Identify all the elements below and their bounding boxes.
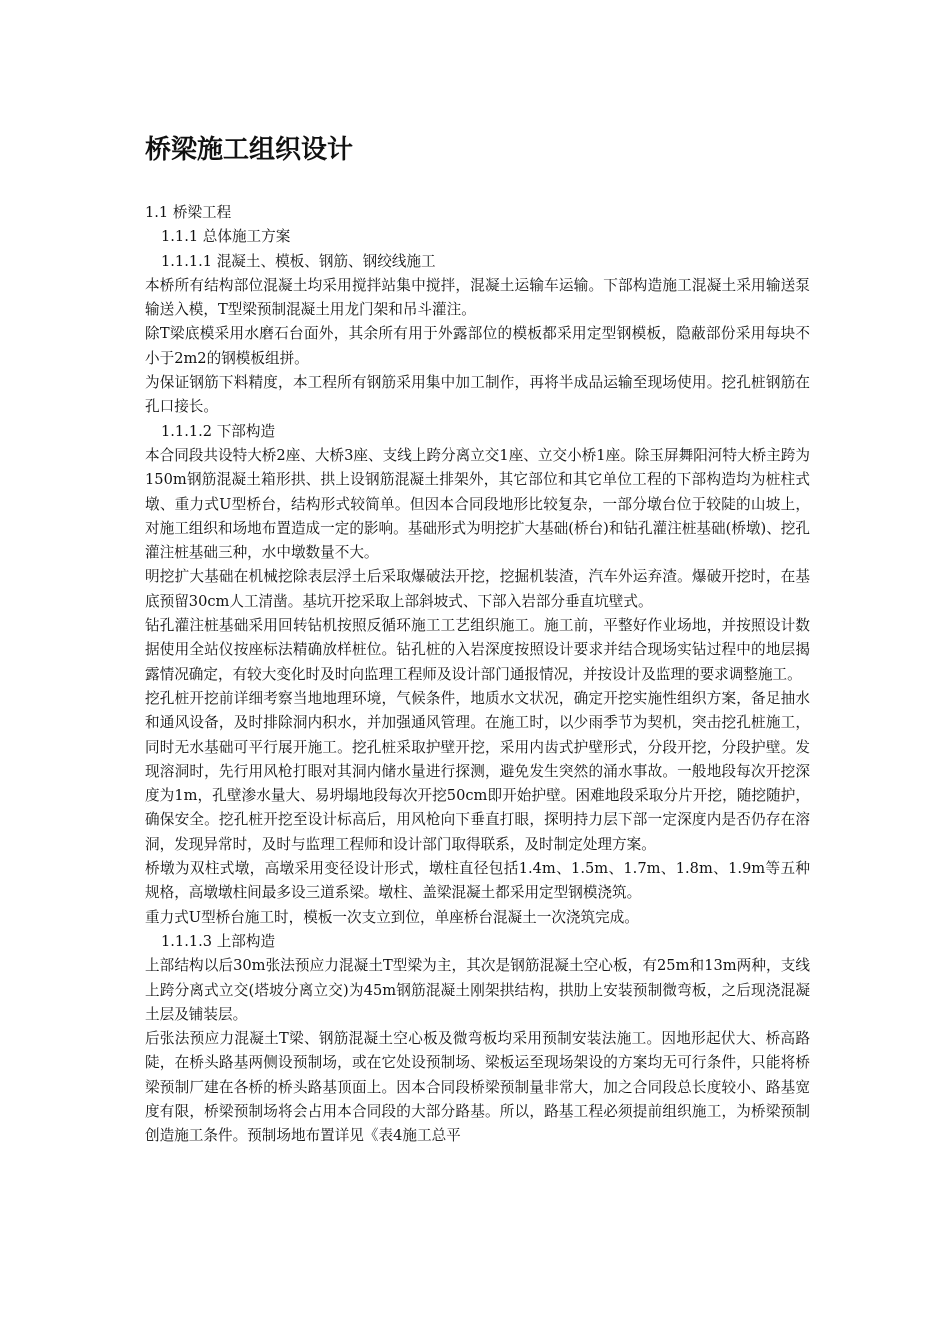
- paragraph: 本合同段共设特大桥2座、大桥3座、支线上跨分离立交1座、立交小桥1座。除玉屏舞阳河特大桥主跨为150m钢筋混凝土箱形拱、拱上设钢筋混凝土排架外，其它部位和其它单位工程的下部构造均为桩柱式墩、重力式U型桥台，结构形式较简单。但因本合同段地形比较复杂，一部分墩台位于较陡的山坡上，对施工组织和场地布置造成一定的影响。基础形式为明挖扩大基础(桥台)和钻孔灌注桩基础(桥墩)、挖孔灌注桩基础三种，水中墩数量不大。: [145, 446, 810, 562]
- paragraph: 后张法预应力混凝土T梁、钢筋混凝土空心板及微弯板均采用预制安装法施工。因地形起伏大、桥高路陡，在桥头路基两侧设预制场，或在它处设预制场、梁板运至现场架设的方案均无可行条件，只能将桥梁预制厂建在各桥的桥头路基顶面上。因本合同段桥梁预制量非常大，加之合同段总长度较小、路基宽度有限，桥梁预制场将会占用本合同段的大部分路基。所以，路基工程必须提前组织施工，为桥梁预制创造施工条件。预制场地布置详见《表4施工总平: [145, 1030, 810, 1145]
- paragraph: 重力式U型桥台施工时，模板一次支立到位，单座桥台混凝土一次浇筑完成。: [145, 908, 639, 926]
- paragraph: 挖孔桩开挖前详细考察当地地理环境，气候条件，地质水文状况，确定开挖实施性组织方案，备足抽水和通风设备，及时排除洞内积水，并加强通风管理。在施工时，以少雨季节为契机，突击挖孔桩施工，同时无水基础可平行展开施工。挖孔桩采取护壁开挖，采用内齿式护壁形式，分段开挖，分段护壁。发现溶洞时，先行用风枪打眼对其洞内储水量进行探测，避免发生突然的涌水事故。一般地段每次开挖深度为1m，孔壁渗水量大、易坍塌地段每次开挖50cm即开始护壁。困难地段采取分片开挖，随挖随护，确保安全。挖孔桩开挖至设计标高后，用风枪向下垂直打眼，探明持力层下部一定深度内是否仍存在溶洞，发现异常时，及时与监理工程师和设计部门取得联系，及时制定处理方案。: [145, 689, 810, 853]
- paragraph: 上部结构以后30m张法预应力混凝土T型梁为主，其次是钢筋混凝土空心板，有25m和13m两种，支线上跨分离式立交(塔坡分离立交)为45m钢筋混凝土刚架拱结构，拱肋上安装预制微弯板，之后现浇混凝土层及铺装层。: [145, 957, 810, 1023]
- section-heading-h2: 1.1.1 总体施工方案: [161, 228, 291, 246]
- section-heading-h3: 1.1.1.2 下部构造: [161, 422, 276, 440]
- paragraph: 桥墩为双柱式墩，高墩采用变径设计形式，墩柱直径包括1.4m、1.5m、1.7m、1.8m、1.9m等五种规格，高墩墩柱间最多设三道系梁。墩柱、盖梁混凝土都采用定型钢模浇筑。: [145, 860, 810, 902]
- paragraph: 除T梁底模采用水磨石台面外，其余所有用于外露部位的模板都采用定型钢模板，隐蔽部份采用每块不小于2m2的钢模板组拼。: [145, 325, 810, 367]
- paragraph: 明挖扩大基础在机械挖除表层浮土后采取爆破法开挖，挖掘机装渣，汽车外运弃渣。爆破开挖时，在基底预留30cm人工清凿。基坑开挖采取上部斜坡式、下部入岩部分垂直坑壁式。: [145, 568, 810, 610]
- document-title: 桥梁施工组织设计: [145, 135, 354, 165]
- section-heading-h3: 1.1.1.1 混凝土、模板、钢筋、钢绞线施工: [161, 252, 436, 270]
- paragraph: 钻孔灌注桩基础采用回转钻机按照反循环施工工艺组织施工。施工前，平整好作业场地，并按照设计数据使用全站仪按座标法精确放样桩位。钻孔桩的入岩深度按照设计要求并结合现场实钻过程中的地层揭露情况确定，有较大变化时及时向监理工程师及设计部门通报情况，并按设计及监理的要求调整施工。: [145, 617, 810, 683]
- paragraph: 为保证钢筋下料精度，本工程所有钢筋采用集中加工制作，再将半成品运输至现场使用。挖孔桩钢筋在孔口接长。: [145, 374, 810, 416]
- section-heading-h3: 1.1.1.3 上部构造: [161, 932, 276, 950]
- section-heading-h1: 1.1 桥梁工程: [145, 204, 232, 221]
- paragraph: 本桥所有结构部位混凝土均采用搅拌站集中搅拌，混凝土运输车运输。下部构造施工混凝土采用输送泵输送入模，T型梁预制混凝土用龙门架和吊斗灌注。: [145, 276, 810, 319]
- document-body: [145, 201, 810, 1149]
